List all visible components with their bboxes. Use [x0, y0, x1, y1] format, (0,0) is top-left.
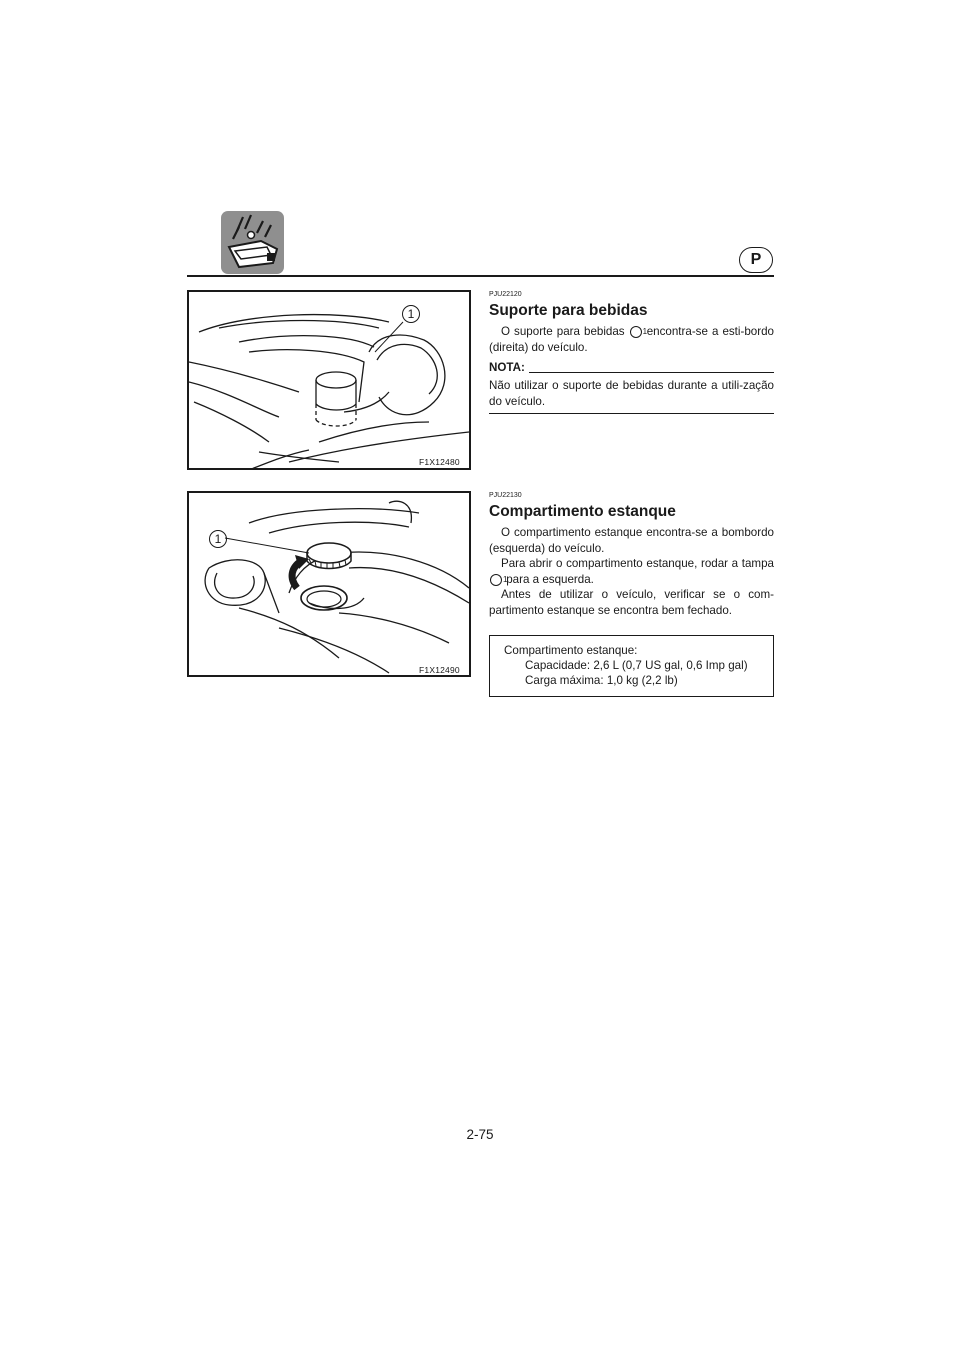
- note-end-rule: [489, 413, 774, 414]
- section-title: Compartimento estanque: [489, 503, 676, 520]
- note-header: [489, 361, 774, 375]
- section-paragraph: O suporte para bebidas 1 encontra-se a esti-bordo (direita) do veículo.: [489, 325, 774, 354]
- figure-code: F1X12490: [419, 665, 460, 675]
- reference-marker: 1: [630, 326, 642, 338]
- section-paragraph: Antes de utilizar o veículo, verificar se o com-partimento estanque se encontra bem fechado.: [489, 588, 774, 617]
- spec-max-load: Carga máxima: 1,0 kg (2,2 lb): [525, 674, 678, 687]
- language-badge: P: [739, 247, 773, 273]
- compartment-illustration: [189, 493, 471, 677]
- reference-marker: 1: [490, 574, 502, 586]
- figure-drink-holder: [187, 290, 471, 470]
- section-code: PJU22120: [489, 291, 522, 298]
- section-watertight-compartment: [489, 491, 774, 618]
- note-text: Não utilizar o suporte de bebidas durante a utili-zação do veículo.: [489, 379, 774, 408]
- section-paragraph: Para abrir o compartimento estanque, rodar a tampa 1 para a esquerda.: [489, 556, 774, 587]
- drink-holder-illustration: [189, 292, 471, 470]
- watercraft-rider-icon: [221, 211, 284, 274]
- page-number: 2-75: [466, 1127, 494, 1142]
- specification-box: [489, 635, 774, 697]
- spec-title: Compartimento estanque:: [504, 644, 638, 657]
- section-code: PJU22130: [489, 492, 522, 499]
- note-rule: [529, 372, 774, 373]
- section-drink-holder: [489, 290, 774, 414]
- spec-capacity: Capacidade: 2,6 L (0,7 US gal, 0,6 Imp gal): [525, 659, 748, 672]
- figure-code: F1X12480: [419, 457, 460, 467]
- note-label: NOTA:: [489, 361, 525, 374]
- section-paragraph: O compartimento estanque encontra-se a bombordo (esquerda) do veículo.: [489, 526, 774, 555]
- figure-callout-1: 1: [209, 530, 227, 548]
- section-title: Suporte para bebidas: [489, 302, 648, 319]
- header-rule: [187, 275, 774, 277]
- figure-watertight-compartment: [187, 491, 471, 677]
- figure-callout-1: 1: [402, 305, 420, 323]
